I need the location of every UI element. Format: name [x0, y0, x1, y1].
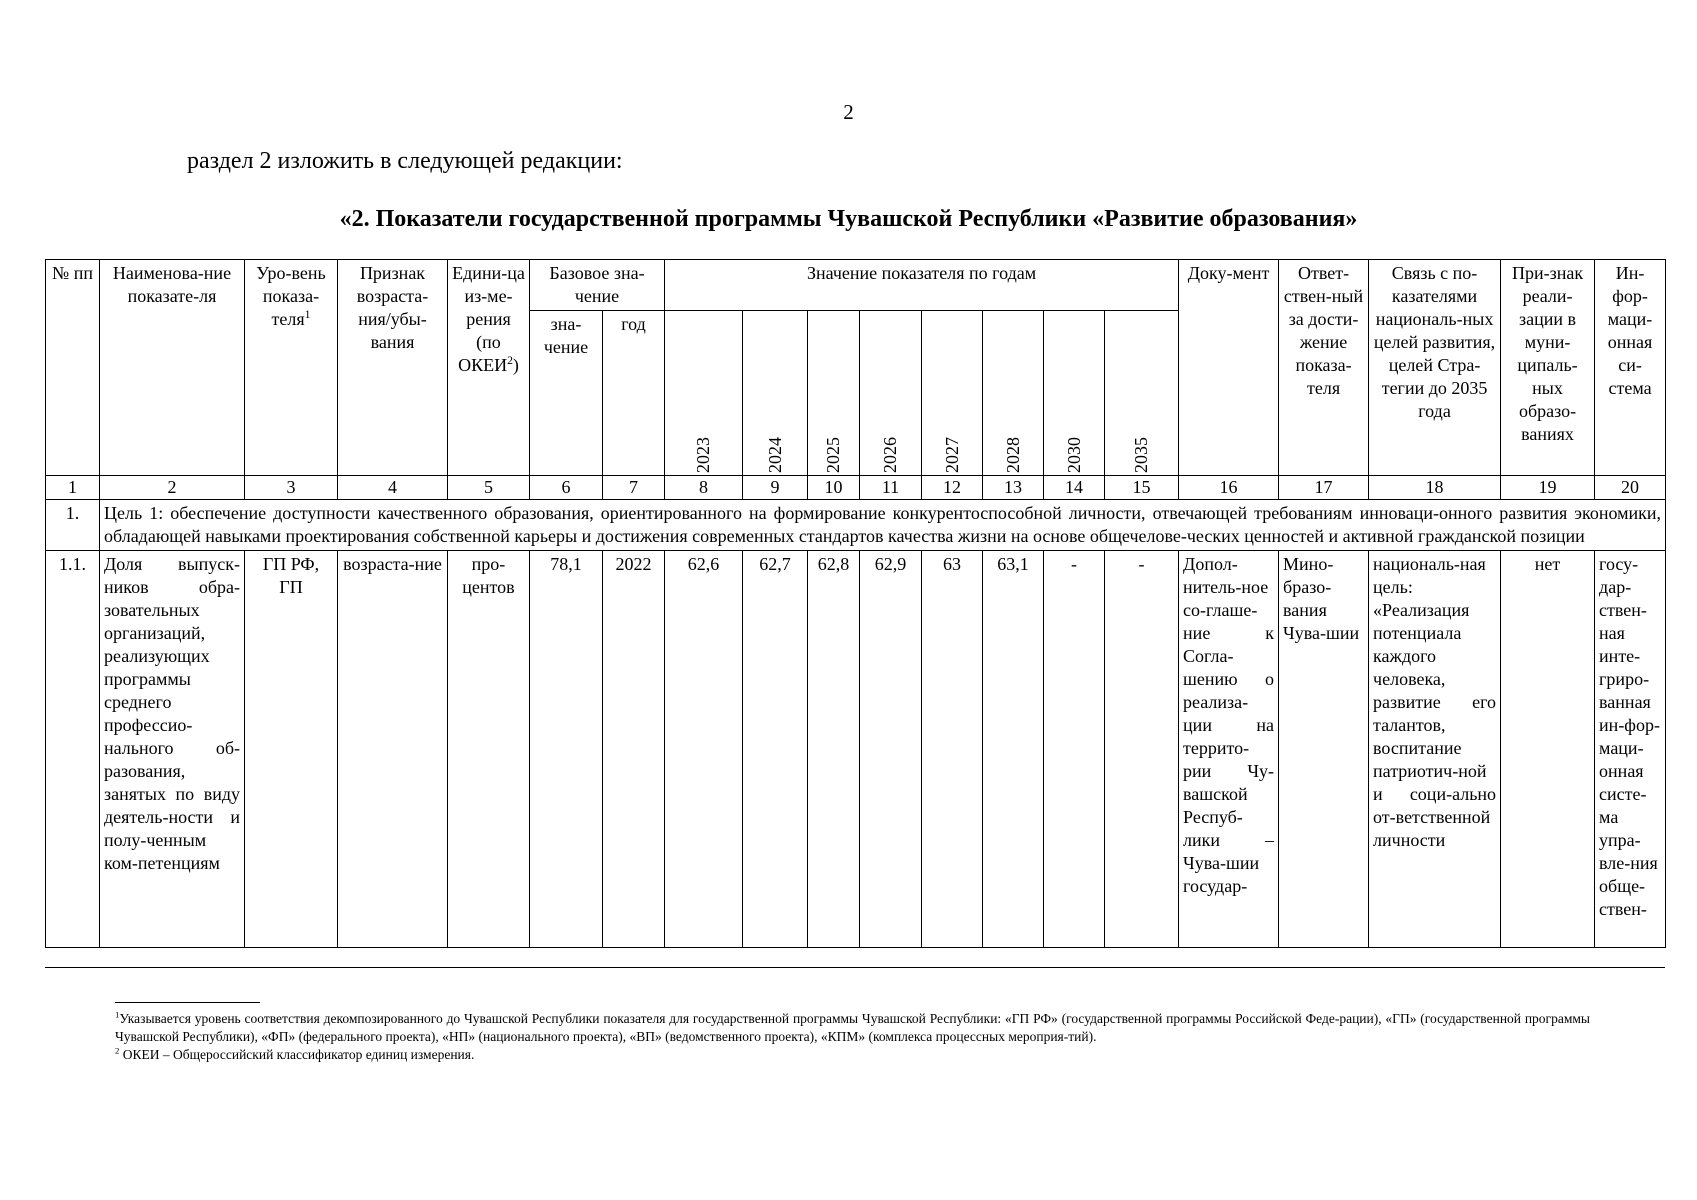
indicator-responsible: Мино-бразо-вания Чува-шии: [1279, 551, 1369, 948]
year-value: 62,9: [860, 551, 922, 948]
indicator-name: Доля выпуск-ников обра-зовательных организаций, реализующих программы среднего профессио-нального об-разования, занятых по виду деятель-ности и полу-ченным ком-петенциям: [100, 551, 245, 948]
goal-text: Цель 1: обеспечение доступности качественного образования, ориентированного на формирование конкурентоспособной личности, отвечающей требованиям инноваци-онного развития экономики, обладающей навыками проектирования собственной карьеры и достижения современных стандартов качества жизни на основе общечелове-ческих ценностей и активной гражданской позиции: [100, 500, 1666, 551]
goal-number: 1.: [46, 500, 100, 551]
indicator-trend: возраста-ние: [338, 551, 448, 948]
column-number: 5: [448, 476, 530, 500]
indicator-level: ГП РФ, ГП: [245, 551, 338, 948]
indicator-link: националь-ная цель: «Реализация потенциала каждого человека, развитие его талантов, воспитание патриотич-ной и соци-ально от-ветственной личности: [1369, 551, 1501, 948]
header-year: 2024: [743, 311, 808, 476]
header-year: 2035: [1105, 311, 1179, 476]
table-row: [46, 551, 1666, 948]
column-number: 6: [530, 476, 603, 500]
header-by-years: Значение показателя по годам: [665, 260, 1179, 311]
column-number: 17: [1279, 476, 1369, 500]
indicator-unit: про-центов: [448, 551, 530, 948]
year-value: 62,8: [808, 551, 860, 948]
header-year: 2030: [1044, 311, 1105, 476]
header-row-1: [46, 260, 1666, 311]
footnote-1: $^1$Указывается уровень соответствия декомпозированного до Чувашской Республики показателя для государственной программы Чувашской Республики: «ГП РФ» (государственной программы Российской Феде-рации), «ГП» (государственной программы Чувашской Республики), «ФП» (федерального проекта), «НП» (национального проекта), «ВП» (ведомственного проекта), «КПМ» (комплекса процессных мероприя-тий).: [115, 1009, 1590, 1044]
year-value: -: [1105, 551, 1179, 948]
header-year: 2026: [860, 311, 922, 476]
header-level: Уро-вень показа-теля$^1$: [245, 260, 338, 476]
header-num: № пп: [46, 260, 100, 476]
column-number: 15: [1105, 476, 1179, 500]
year-value: 62,7: [743, 551, 808, 948]
header-year: 2027: [922, 311, 983, 476]
header-municipal: При-знак реали-зации в муни-ципаль-ных образо-ваниях: [1501, 260, 1595, 476]
column-number: 11: [860, 476, 922, 500]
year-value: 63: [922, 551, 983, 948]
header-document: Доку-мент: [1179, 260, 1279, 476]
indicator-document: Допол-нитель-ное со-глаше-ние к Согла-шению о реализа-ции на террито-рии Чу-вашской Респуб-лики – Чува-шии государ-: [1179, 551, 1279, 948]
column-number: 16: [1179, 476, 1279, 500]
column-number: 2: [100, 476, 245, 500]
header-unit: Едини-ца из-ме-рения (по ОКЕИ$^2$): [448, 260, 530, 476]
column-number: 7: [603, 476, 665, 500]
year-value: 62,6: [665, 551, 743, 948]
footnotes: [115, 1010, 1590, 1064]
header-year: 2025: [808, 311, 860, 476]
header-base-year: год: [603, 311, 665, 476]
column-number: 18: [1369, 476, 1501, 500]
indicator-infosys: госу-дар-ствен-ная инте-гриро-ванная ин-фор-маци-онная систе-ма упра-вле-ния обще-ствен-: [1595, 551, 1666, 948]
year-value: -: [1044, 551, 1105, 948]
column-number: 3: [245, 476, 338, 500]
header-base: Базовое зна-чение: [530, 260, 665, 311]
column-number: 12: [922, 476, 983, 500]
column-number: 20: [1595, 476, 1666, 500]
header-responsible: Ответ-ствен-ный за дости-жение показа-теля: [1279, 260, 1369, 476]
header-link: Связь с по-казателями националь-ных целей развития, целей Стра-тегии до 2035 года: [1369, 260, 1501, 476]
indicators-table: [45, 259, 1666, 948]
section-title: «2. Показатели государственной программы Чувашской Республики «Развитие образования»: [339, 206, 1358, 232]
intro-text: раздел 2 изложить в следующей редакции:: [187, 148, 623, 174]
indicator-municipal: нет: [1501, 551, 1595, 948]
column-number: 19: [1501, 476, 1595, 500]
column-number: 14: [1044, 476, 1105, 500]
column-number-row: [46, 476, 1666, 500]
base-value: 78,1: [530, 551, 603, 948]
table-bottom-line: [45, 967, 1665, 968]
column-number: 13: [983, 476, 1044, 500]
row-number: 1.1.: [46, 551, 100, 948]
page-number: 2: [843, 100, 854, 124]
column-number: 8: [665, 476, 743, 500]
header-base-value: зна-чение: [530, 311, 603, 476]
footnote-separator: [115, 1002, 260, 1003]
column-number: 10: [808, 476, 860, 500]
column-number: 4: [338, 476, 448, 500]
year-value: 63,1: [983, 551, 1044, 948]
header-trend: Признак возраста-ния/убы-вания: [338, 260, 448, 476]
header-year: 2028: [983, 311, 1044, 476]
goal-row: [46, 500, 1666, 551]
column-number: 9: [743, 476, 808, 500]
column-number: 1: [46, 476, 100, 500]
header-infosys: Ин-фор-маци-онная си-стема: [1595, 260, 1666, 476]
header-name: Наименова-ние показате-ля: [100, 260, 245, 476]
base-year: 2022: [603, 551, 665, 948]
footnote-2: $^2$ ОКЕИ – Общероссийский классификатор единиц измерения.: [115, 1045, 475, 1062]
header-year: 2023: [665, 311, 743, 476]
